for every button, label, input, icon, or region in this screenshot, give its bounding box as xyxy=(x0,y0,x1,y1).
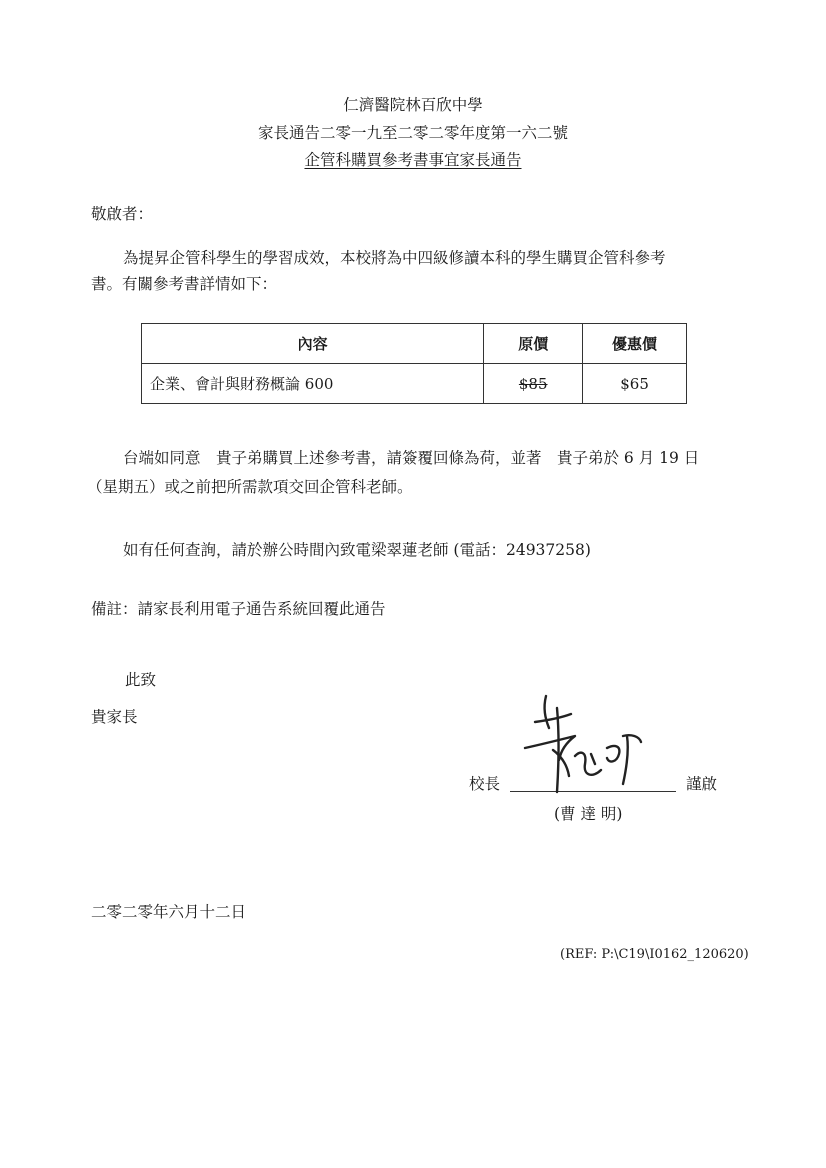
column-header-content: 內容 xyxy=(142,324,484,364)
remark-line: 備註：請家長利用電子通告系統回覆此通告 xyxy=(91,600,386,618)
notice-title xyxy=(0,148,826,170)
principal-title: 校長 xyxy=(469,775,501,793)
closing-recipient: 貴家長 xyxy=(91,708,138,726)
original-price-cell xyxy=(484,364,583,404)
column-header-original-price: 原價 xyxy=(484,324,583,364)
principal-name: (曹 達 明) xyxy=(554,805,623,823)
consent-line-1: 台端如同意 貴子弟購買上述參考書，請簽覆回條為荷，並著 貴子弟於 6 月 19 日 xyxy=(123,449,700,467)
signature-image xyxy=(515,690,655,800)
consent-line-2: （星期五）或之前把所需款項交回企管科老師。 xyxy=(87,478,413,496)
notice-number: 家長通告二零一九至二零二零年度第一六二號 xyxy=(257,124,568,142)
column-header-discount-price: 優惠價 xyxy=(583,324,687,364)
intro-line-2: 書。有關參考書詳情如下： xyxy=(91,275,278,293)
notice-date: 二零二零年六月十二日 xyxy=(91,903,247,921)
reference-code: (REF: P:\C19\I0162_120620) xyxy=(560,947,749,962)
discount-price-cell: $65 xyxy=(583,364,687,404)
intro-line-1: 為提昇企管科學生的學習成效，本校將為中四級修讀本科的學生購買企管科參考 xyxy=(123,249,666,267)
enquiry-line: 如有任何查詢，請於辦公時間內致電梁翠蓮老師 (電話：24937258) xyxy=(123,541,591,559)
salutation: 敬啟者： xyxy=(91,205,154,223)
table-header-row xyxy=(142,324,687,364)
school-name: 仁濟醫院林百欣中學 xyxy=(343,96,483,114)
price-table xyxy=(141,323,687,404)
book-title-cell: 企業、會計與財務概論 600 xyxy=(142,364,484,404)
signature-suffix: 謹啟 xyxy=(686,775,718,793)
notice-title-text: 企管科購買參考書事宜家長通告 xyxy=(304,151,522,169)
table-row xyxy=(142,364,687,404)
original-price-value: $85 xyxy=(518,374,548,393)
closing-greeting: 此致 xyxy=(125,671,157,689)
